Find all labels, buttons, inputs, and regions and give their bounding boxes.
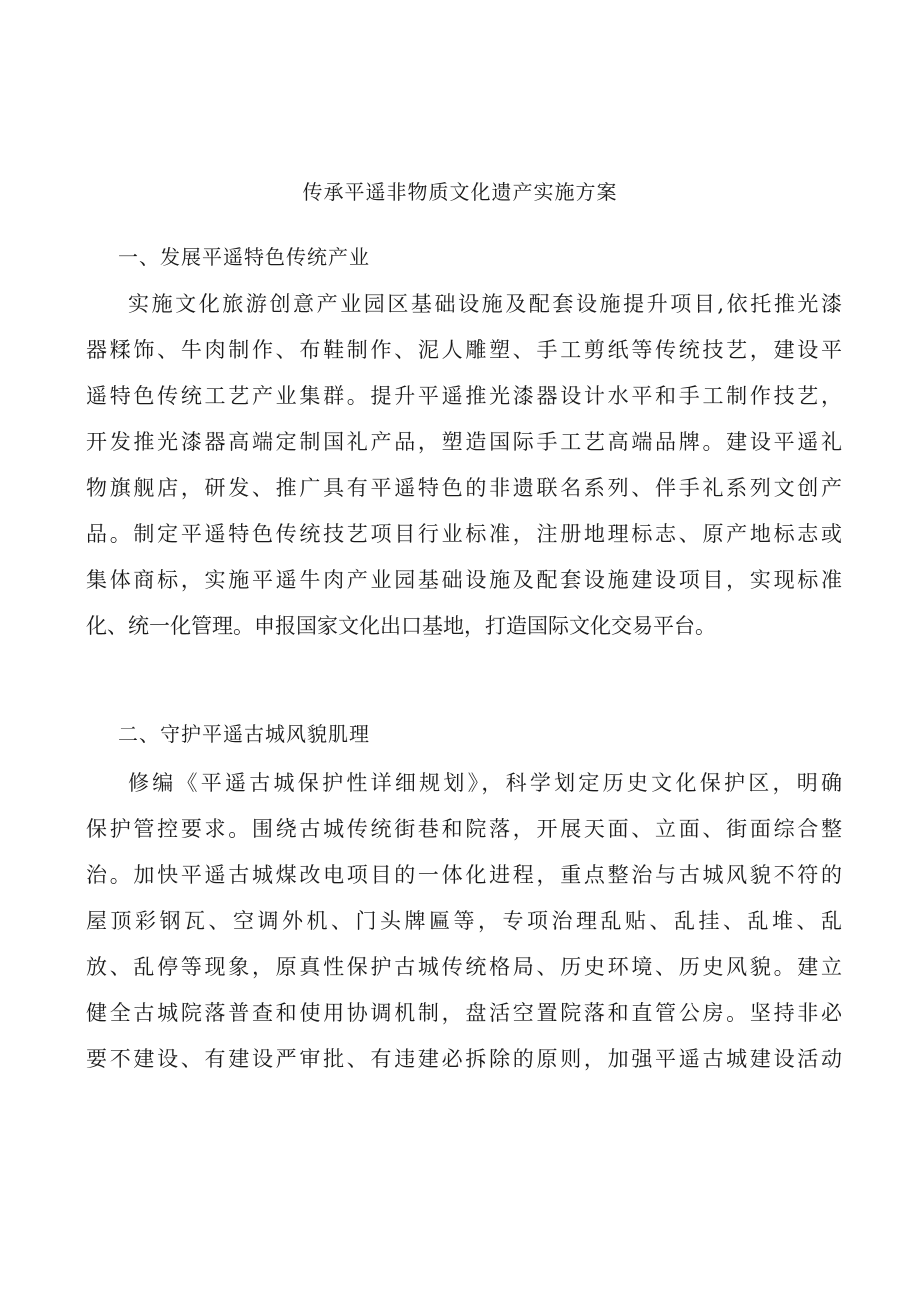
paragraph-line: 遥特色传统工艺产业集群。提升平遥推光漆器设计水平和手工制作技艺， bbox=[86, 384, 842, 408]
paragraph-line: 修编《平遥古城保护性详细规划》，科学划定历史文化保护区，明确 bbox=[128, 771, 842, 795]
section-heading-1: 一、发展平遥特色传统产业 bbox=[118, 245, 370, 269]
paragraph-line: 健全古城院落普查和使用协调机制，盘活空置院落和直管公房。坚持非必 bbox=[86, 1001, 842, 1025]
paragraph-line: 放、乱停等现象，原真性保护古城传统格局、历史环境、历史风貌。建立 bbox=[86, 955, 842, 979]
section-1-paragraph bbox=[86, 281, 842, 649]
paragraph-line: 集体商标，实施平遥牛肉产业园基础设施及配套设施建设项目，实现标准 bbox=[86, 568, 842, 592]
section-2-paragraph bbox=[86, 760, 842, 1082]
paragraph-line: 保护管控要求。围绕古城传统街巷和院落，开展天面、立面、街面综合整 bbox=[86, 817, 842, 841]
paragraph-line: 物旗舰店，研发、推广具有平遥特色的非遗联名系列、伴手礼系列文创产 bbox=[86, 476, 842, 500]
paragraph-line: 要不建设、有建设严审批、有违建必拆除的原则，加强平遥古城建设活动 bbox=[86, 1047, 842, 1071]
paragraph-line: 化、统一化管理。申报国家文化出口基地，打造国际文化交易平台。 bbox=[86, 614, 716, 638]
section-heading-2: 二、守护平遥古城风貌肌理 bbox=[118, 722, 370, 746]
document-title: 传承平遥非物质文化遗产实施方案 bbox=[302, 180, 618, 204]
paragraph-line: 器糅饰、牛肉制作、布鞋制作、泥人雕塑、手工剪纸等传统技艺，建设平 bbox=[86, 338, 842, 362]
paragraph-line: 实施文化旅游创意产业园区基础设施及配套设施提升项目,依托推光漆 bbox=[128, 292, 842, 316]
paragraph-line: 开发推光漆器高端定制国礼产品，塑造国际手工艺高端品牌。建设平遥礼 bbox=[86, 430, 842, 454]
paragraph-line: 屋顶彩钢瓦、空调外机、门头牌匾等，专项治理乱贴、乱挂、乱堆、乱 bbox=[86, 909, 842, 933]
paragraph-line: 品。制定平遥特色传统技艺项目行业标准，注册地理标志、原产地标志或 bbox=[86, 522, 842, 546]
paragraph-line: 治。加快平遥古城煤改电项目的一体化进程，重点整治与古城风貌不符的 bbox=[86, 863, 842, 887]
